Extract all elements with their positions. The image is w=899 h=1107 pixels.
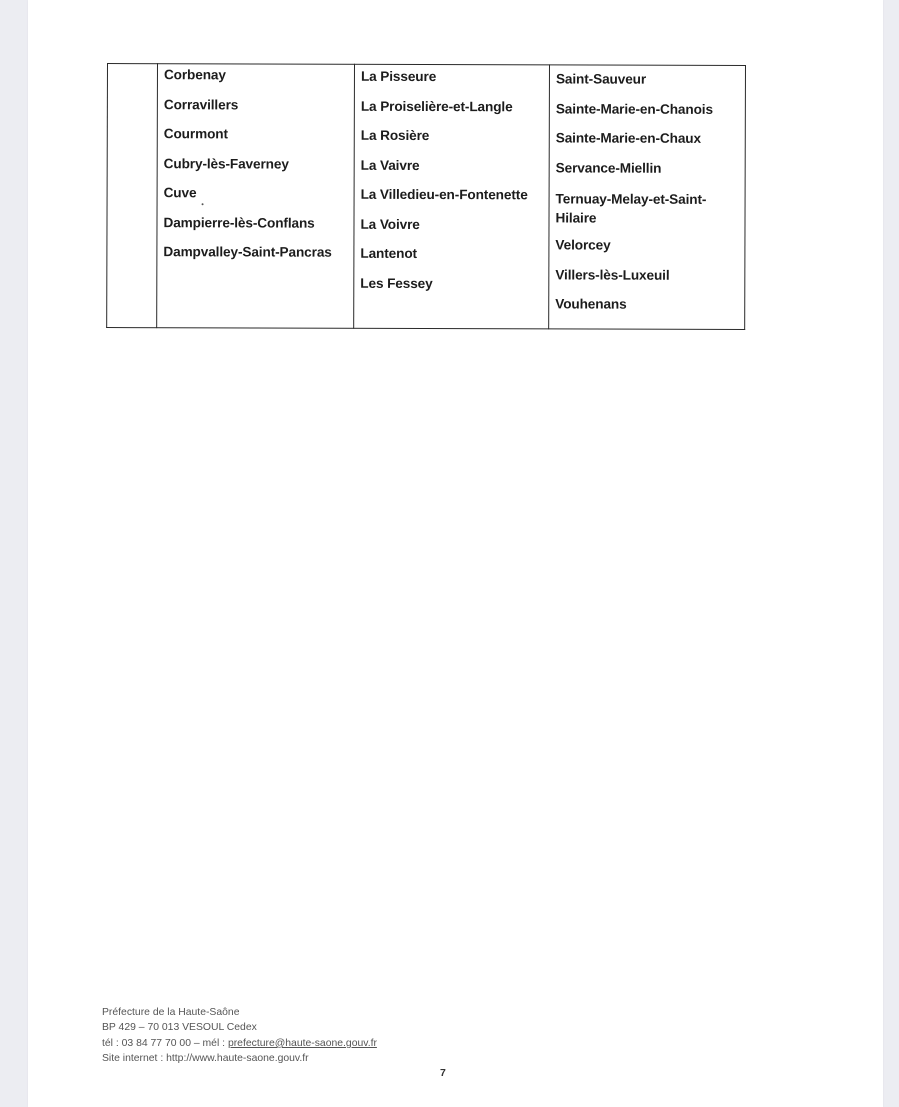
footer-email-link[interactable]: prefecture@haute-saone.gouv.fr	[227, 1037, 377, 1049]
commune-list-1	[163, 67, 350, 274]
commune-name: Velorcey	[555, 237, 611, 253]
commune-name: Corbenay	[163, 67, 226, 83]
commune-name: Dampierre-lès-Conflans	[163, 214, 315, 231]
table-column-1	[156, 63, 354, 329]
document-page	[28, 0, 883, 1107]
commune-name: Cuve	[163, 185, 197, 201]
commune-name: Lantenot	[360, 245, 418, 261]
footer-contact	[102, 1036, 377, 1051]
commune-name: La Proiselière-et-Langle	[360, 98, 513, 114]
commune-name: Courmont	[163, 126, 228, 142]
commune-name: La Voivre	[360, 216, 420, 232]
commune-name: Corravillers	[163, 96, 239, 112]
table-empty-first-column	[106, 63, 157, 328]
commune-name: Les Fessey	[360, 275, 433, 291]
commune-name: Villers-lès-Luxeuil	[555, 266, 670, 283]
footer-phone: tél : 03 84 77 70 00 – mél :	[102, 1037, 228, 1049]
page-number: 7	[440, 1067, 446, 1079]
commune-list-2	[360, 69, 545, 306]
page-footer	[102, 1005, 377, 1067]
commune-name: Saint-Sauveur	[555, 71, 647, 87]
commune-name: Sainte-Marie-en-Chaux	[555, 130, 701, 146]
commune-name: La Vaivre	[360, 157, 420, 173]
footer-website[interactable]: Site internet : http://www.haute-saone.gouv.fr	[102, 1053, 309, 1065]
commune-name: La Villedieu-en-Fontenette	[360, 186, 528, 203]
commune-name: La Rosière	[360, 127, 430, 144]
commune-name: Vouhenans	[555, 296, 627, 312]
footer-address: BP 429 – 70 013 VESOUL Cedex	[102, 1022, 257, 1034]
commune-name: La Pisseure	[360, 68, 437, 85]
table-column-3	[548, 64, 746, 330]
commune-name: Cubry-lès-Faverney	[163, 155, 289, 172]
table-column-2	[353, 64, 549, 330]
commune-name: Ternuay-Melay-et-Saint-Hilaire	[555, 191, 707, 226]
commune-list-3	[555, 71, 741, 326]
communes-table	[106, 63, 748, 330]
commune-name: Sainte-Marie-en-Chanois	[555, 100, 713, 117]
commune-name: Dampvalley-Saint-Pancras	[163, 244, 332, 260]
footer-organization: Préfecture de la Haute-Saône	[102, 1007, 240, 1018]
commune-name: Servance-Miellin	[555, 159, 662, 176]
